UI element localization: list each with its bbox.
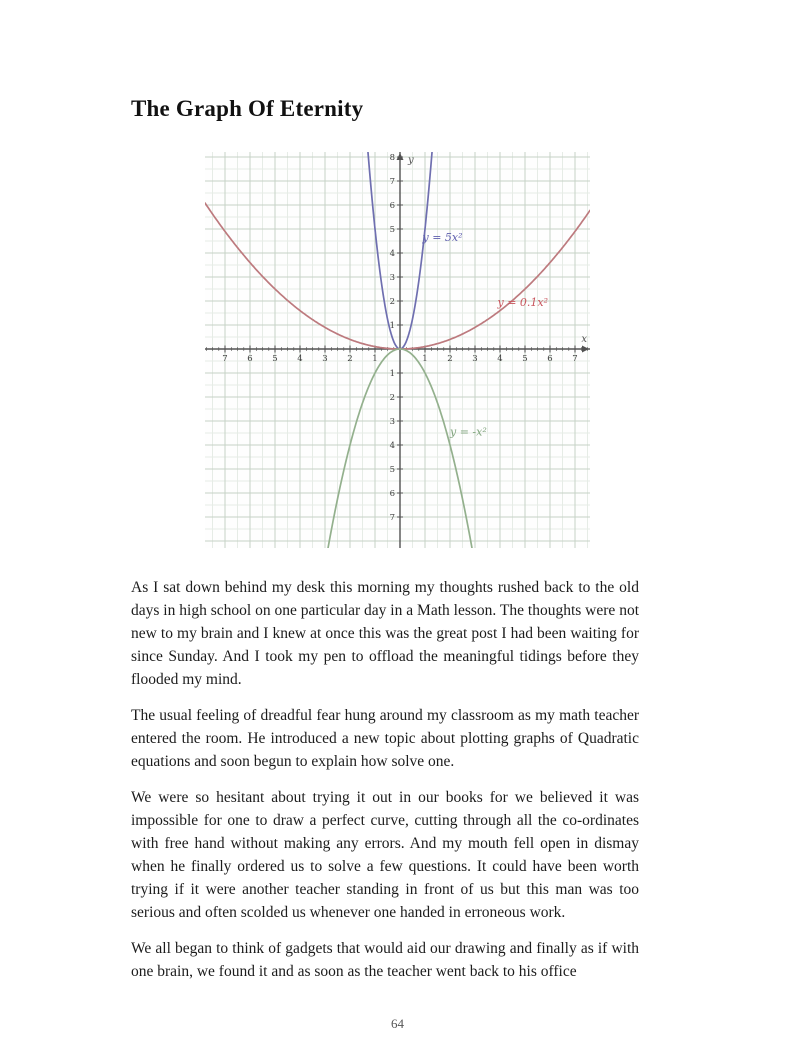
svg-text:5: 5 bbox=[389, 225, 395, 235]
svg-text:4: 4 bbox=[389, 249, 395, 259]
svg-text:5: 5 bbox=[272, 354, 278, 364]
svg-text:2: 2 bbox=[389, 393, 395, 403]
svg-text:6: 6 bbox=[247, 354, 253, 364]
svg-text:5: 5 bbox=[389, 465, 395, 475]
svg-text:7: 7 bbox=[389, 513, 395, 523]
svg-text:x: x bbox=[581, 334, 587, 345]
svg-text:7: 7 bbox=[222, 354, 228, 364]
parabola-chart bbox=[205, 152, 590, 548]
svg-text:6: 6 bbox=[389, 489, 395, 499]
svg-text:6: 6 bbox=[389, 201, 395, 211]
svg-text:7: 7 bbox=[389, 177, 395, 187]
paragraph: As I sat down behind my desk this morning my thoughts rushed back to the old days in high school on one particular day in a Math lesson. The thoughts were not new to my brain and I knew at once this was the great post I had been waiting for since Sunday. And I took my pen to offload the meaningful tidings before they flooded my mind. bbox=[131, 579, 639, 688]
svg-text:1: 1 bbox=[372, 354, 378, 364]
body-text bbox=[131, 576, 639, 996]
paragraph: The usual feeling of dreadful fear hung around my classroom as my math teacher entered the room. He introduced a new topic about plotting graphs of Quadratic equations and soon begun to explain how solve one. bbox=[131, 707, 639, 770]
curve-label: y = -x² bbox=[450, 425, 487, 439]
svg-text:6: 6 bbox=[547, 354, 553, 364]
page-title: The Graph Of Eternity bbox=[131, 96, 364, 121]
svg-text:4: 4 bbox=[297, 354, 303, 364]
svg-text:3: 3 bbox=[322, 354, 328, 364]
page-number: 64 bbox=[391, 1016, 404, 1031]
paragraph: We were so hesitant about trying it out in our books for we believed it was impossible for one to draw a perfect curve, cutting through all the co-ordinates with free hand without making any errors. And my mouth fell open in dismay when he finally ordered us to solve a few questions. It could have been worth trying if it were another teacher standing in front of us but this man was too serious and often scolded us whenever one handed in erroneous work. bbox=[131, 789, 639, 921]
svg-text:8: 8 bbox=[389, 153, 395, 163]
svg-text:4: 4 bbox=[497, 354, 503, 364]
svg-text:y: y bbox=[408, 155, 414, 166]
svg-text:3: 3 bbox=[389, 417, 395, 427]
graph-figure bbox=[205, 152, 590, 548]
curve-label: y = 0.1x² bbox=[497, 295, 549, 309]
svg-text:7: 7 bbox=[572, 354, 578, 364]
svg-text:3: 3 bbox=[389, 273, 395, 283]
svg-text:5: 5 bbox=[522, 354, 528, 364]
paragraph: We all began to think of gadgets that would aid our drawing and finally as if with one brain, we found it and as soon as the teacher went back to his office bbox=[131, 940, 639, 980]
svg-text:4: 4 bbox=[389, 441, 395, 451]
svg-text:2: 2 bbox=[389, 297, 395, 307]
svg-text:2: 2 bbox=[347, 354, 353, 364]
svg-text:2: 2 bbox=[447, 354, 453, 364]
svg-text:1: 1 bbox=[389, 369, 395, 379]
svg-text:1: 1 bbox=[389, 321, 395, 331]
curve-label: y = 5x² bbox=[422, 231, 463, 244]
svg-text:1: 1 bbox=[422, 354, 428, 364]
curve-y = 5x² bbox=[367, 152, 463, 349]
svg-text:3: 3 bbox=[472, 354, 478, 364]
